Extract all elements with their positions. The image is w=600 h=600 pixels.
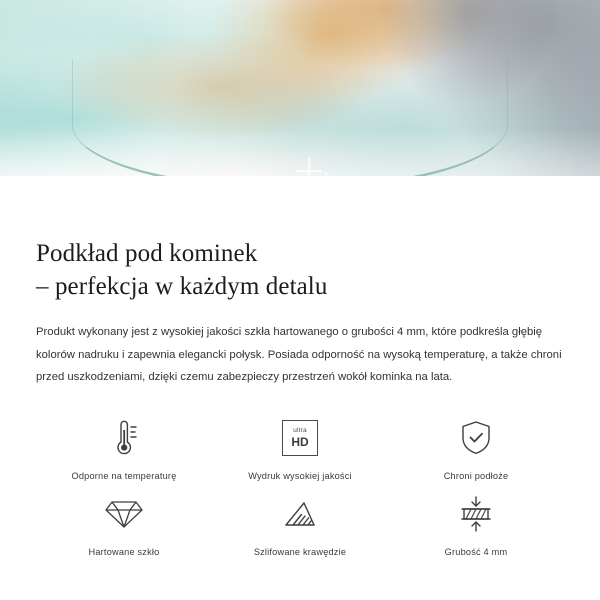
ultra-hd-icon (282, 415, 318, 461)
diamond-icon (104, 491, 144, 537)
feature-grid (36, 415, 564, 557)
feature-item-tempered-glass (36, 491, 212, 557)
feature-label: Szlifowane krawędzie (253, 546, 347, 557)
description-paragraph: Produkt wykonany jest z wysokiej jakości szkła hartowanego o grubości 4 mm, które podkreśla głębię kolorów nadruku i zapewnia elegancki połysk. Posiada odporność na wysoką temperaturę, a także chroni przed uszkodzeniami, dzięki czemu zabezpieczy przestrzeń wokół kominka na lata. (36, 326, 562, 384)
hero-image (0, 0, 600, 215)
polished-edge-icon (280, 491, 320, 537)
headline-line-1: Podkład pod kominek (36, 240, 258, 267)
feature-label: Chroni podłoże (443, 470, 509, 481)
feature-item-thickness (388, 491, 564, 557)
feature-label: Wydruk wysokiej jakości (248, 470, 352, 481)
thermometer-icon (105, 415, 143, 461)
feature-label: Odporne na temperaturę (71, 470, 177, 481)
headline-line-2: – perfekcja w każdym detalu (36, 273, 328, 300)
feature-item-surface-protection (388, 415, 564, 481)
feature-label: Hartowane szkło (88, 546, 160, 557)
feature-item-polished-edges (212, 491, 388, 557)
content-area (0, 237, 600, 557)
feature-item-temperature (36, 415, 212, 481)
feature-item-print-quality (212, 415, 388, 481)
thickness-arrows-icon (456, 491, 496, 537)
hero-background (0, 0, 600, 215)
ultra-hd-bottom-text: HD (291, 434, 309, 449)
ultra-hd-top-text: ultra (293, 426, 307, 434)
feature-label: Grubość 4 mm (444, 546, 508, 557)
page-title (36, 237, 564, 303)
shield-check-icon (458, 415, 494, 461)
